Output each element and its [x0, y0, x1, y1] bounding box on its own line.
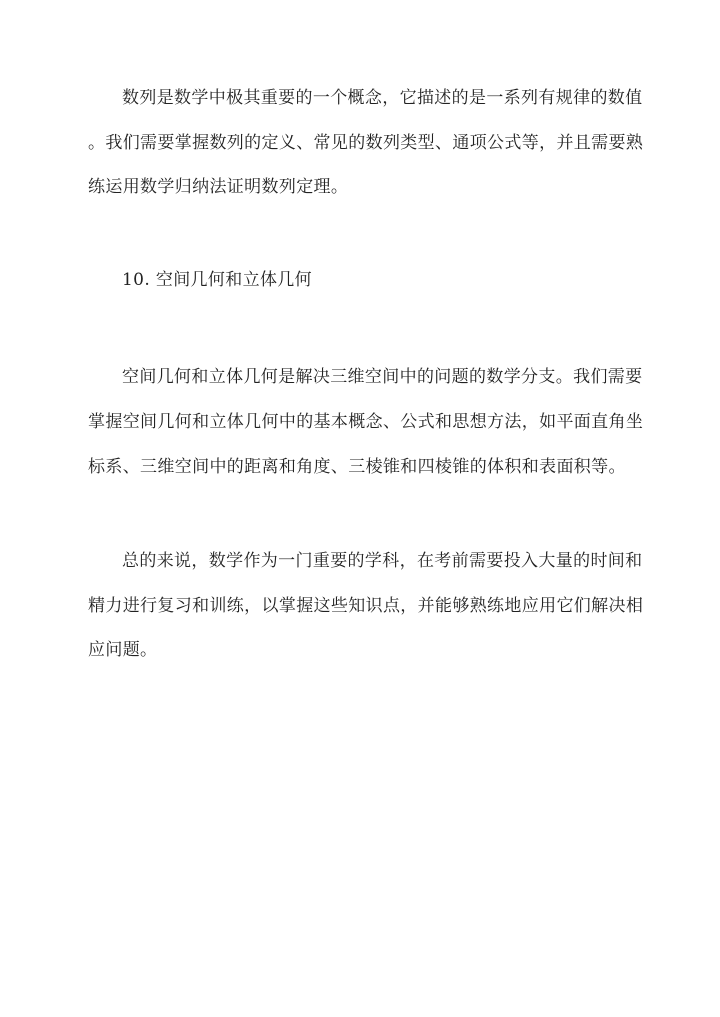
section-heading-10: 10. 空间几何和立体几何 — [122, 270, 312, 290]
paragraph-geometry-line-2: 掌握空间几何和立体几何中的基本概念、公式和思想方法，如平面直角坐 — [88, 412, 644, 432]
paragraph-summary-line-2: 精力进行复习和训练，以掌握这些知识点，并能够熟练地应用它们解决相 — [88, 596, 644, 616]
paragraph-sequences-line-1: 数列是数学中极其重要的一个概念，它描述的是一系列有规律的数值 — [122, 88, 643, 108]
paragraph-sequences-line-2: 。我们需要掌握数列的定义、常见的数列类型、通项公式等，并且需要熟 — [88, 133, 644, 153]
paragraph-summary-line-3: 应问题。 — [88, 640, 158, 660]
paragraph-summary-line-1: 总的来说，数学作为一门重要的学科，在考前需要投入大量的时间和 — [122, 551, 643, 571]
paragraph-geometry-line-3: 标系、三维空间中的距离和角度、三棱锥和四棱锥的体积和表面积等。 — [88, 457, 626, 477]
paragraph-geometry-line-1: 空间几何和立体几何是解决三维空间中的问题的数学分支。我们需要 — [122, 367, 643, 387]
paragraph-sequences-line-3: 练运用数学归纳法证明数列定理。 — [88, 177, 349, 197]
